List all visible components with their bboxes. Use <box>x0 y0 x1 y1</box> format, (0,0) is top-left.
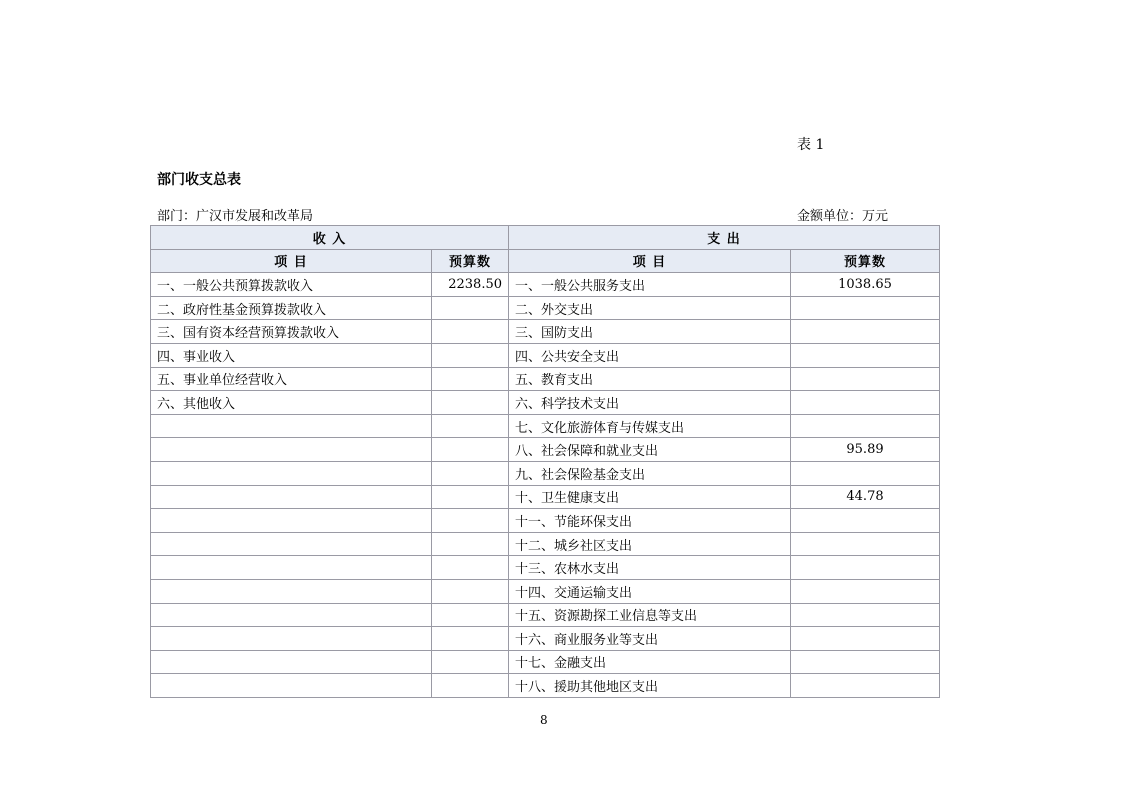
income-amount-cell <box>432 438 509 462</box>
income-amount-cell <box>432 414 509 438</box>
income-item-cell <box>151 485 432 509</box>
income-item-cell: 六、其他收入 <box>151 391 432 415</box>
page-title: 部门收支总表 <box>157 172 241 188</box>
header-row-sections <box>151 226 940 250</box>
table-row <box>151 603 940 627</box>
expense-item-cell: 十八、援助其他地区支出 <box>509 674 791 698</box>
expense-amount-cell <box>791 579 940 603</box>
table-row <box>151 320 940 344</box>
table-row <box>151 296 940 320</box>
expense-item-cell: 十四、交通运输支出 <box>509 579 791 603</box>
expense-item-cell: 十五、资源勘探工业信息等支出 <box>509 603 791 627</box>
income-item-cell <box>151 414 432 438</box>
income-item-header: 项 目 <box>151 249 432 273</box>
income-budget-header: 预算数 <box>432 249 509 273</box>
income-amount-cell <box>432 391 509 415</box>
expense-item-cell: 九、社会保险基金支出 <box>509 461 791 485</box>
expense-amount-cell <box>791 391 940 415</box>
expense-item-cell: 十、卫生健康支出 <box>509 485 791 509</box>
table-row <box>151 627 940 651</box>
income-item-cell <box>151 627 432 651</box>
expense-amount-cell <box>791 296 940 320</box>
expense-amount-cell <box>791 627 940 651</box>
expense-item-cell: 四、公共安全支出 <box>509 343 791 367</box>
income-amount-cell <box>432 367 509 391</box>
income-amount-cell <box>432 485 509 509</box>
income-amount-cell: 2238.50 <box>432 273 509 297</box>
income-amount-cell <box>432 650 509 674</box>
income-amount-cell <box>432 320 509 344</box>
income-item-cell <box>151 509 432 533</box>
expense-amount-cell: 44.78 <box>791 485 940 509</box>
income-item-cell: 一、一般公共预算拨款收入 <box>151 273 432 297</box>
expense-item-cell: 八、社会保障和就业支出 <box>509 438 791 462</box>
expense-item-cell: 十二、城乡社区支出 <box>509 532 791 556</box>
budget-summary-table <box>150 225 940 698</box>
department-label: 部门：广汉市发展和改革局 <box>157 209 314 224</box>
expense-amount-cell <box>791 320 940 344</box>
expense-item-cell: 三、国防支出 <box>509 320 791 344</box>
table-row <box>151 391 940 415</box>
expense-amount-cell <box>791 343 940 367</box>
expense-amount-cell <box>791 461 940 485</box>
income-amount-cell <box>432 627 509 651</box>
income-amount-cell <box>432 579 509 603</box>
table-body <box>151 273 940 698</box>
income-amount-cell <box>432 343 509 367</box>
expense-amount-cell <box>791 367 940 391</box>
table-row <box>151 509 940 533</box>
expense-item-cell: 二、外交支出 <box>509 296 791 320</box>
expense-budget-header: 预算数 <box>791 249 940 273</box>
page-number: 8 <box>540 713 548 727</box>
expense-item-cell: 六、科学技术支出 <box>509 391 791 415</box>
table-row <box>151 414 940 438</box>
expense-item-cell: 五、教育支出 <box>509 367 791 391</box>
income-item-cell <box>151 556 432 580</box>
table-row <box>151 273 940 297</box>
table-row <box>151 674 940 698</box>
income-amount-cell <box>432 532 509 556</box>
expense-amount-cell <box>791 532 940 556</box>
income-item-cell: 四、事业收入 <box>151 343 432 367</box>
table-number-label: 表 1 <box>797 137 825 153</box>
expense-amount-cell <box>791 674 940 698</box>
table-row <box>151 343 940 367</box>
expense-amount-cell: 1038.65 <box>791 273 940 297</box>
expense-section-header: 支 出 <box>509 226 940 250</box>
income-amount-cell <box>432 461 509 485</box>
expense-item-cell: 七、文化旅游体育与传媒支出 <box>509 414 791 438</box>
expense-amount-cell <box>791 414 940 438</box>
income-amount-cell <box>432 509 509 533</box>
expense-item-header: 项 目 <box>509 249 791 273</box>
income-section-header: 收 入 <box>151 226 509 250</box>
table-row <box>151 485 940 509</box>
expense-item-cell: 十三、农林水支出 <box>509 556 791 580</box>
income-item-cell <box>151 603 432 627</box>
income-item-cell <box>151 674 432 698</box>
expense-amount-cell <box>791 509 940 533</box>
income-item-cell: 二、政府性基金预算拨款收入 <box>151 296 432 320</box>
income-amount-cell <box>432 296 509 320</box>
expense-amount-cell <box>791 556 940 580</box>
expense-item-cell: 十一、节能环保支出 <box>509 509 791 533</box>
income-item-cell: 三、国有资本经营预算拨款收入 <box>151 320 432 344</box>
income-amount-cell <box>432 556 509 580</box>
expense-amount-cell <box>791 603 940 627</box>
table-row <box>151 367 940 391</box>
table-row <box>151 461 940 485</box>
table-row <box>151 556 940 580</box>
expense-amount-cell: 95.89 <box>791 438 940 462</box>
currency-unit-label: 金额单位：万元 <box>797 209 889 224</box>
income-item-cell <box>151 650 432 674</box>
table-row <box>151 532 940 556</box>
table-row <box>151 438 940 462</box>
table-row <box>151 650 940 674</box>
expense-item-cell: 一、一般公共服务支出 <box>509 273 791 297</box>
expense-item-cell: 十六、商业服务业等支出 <box>509 627 791 651</box>
income-item-cell: 五、事业单位经营收入 <box>151 367 432 391</box>
expense-item-cell: 十七、金融支出 <box>509 650 791 674</box>
income-item-cell <box>151 532 432 556</box>
income-item-cell <box>151 461 432 485</box>
income-amount-cell <box>432 674 509 698</box>
income-item-cell <box>151 438 432 462</box>
header-row-columns <box>151 249 940 273</box>
expense-amount-cell <box>791 650 940 674</box>
table-row <box>151 579 940 603</box>
income-item-cell <box>151 579 432 603</box>
income-amount-cell <box>432 603 509 627</box>
